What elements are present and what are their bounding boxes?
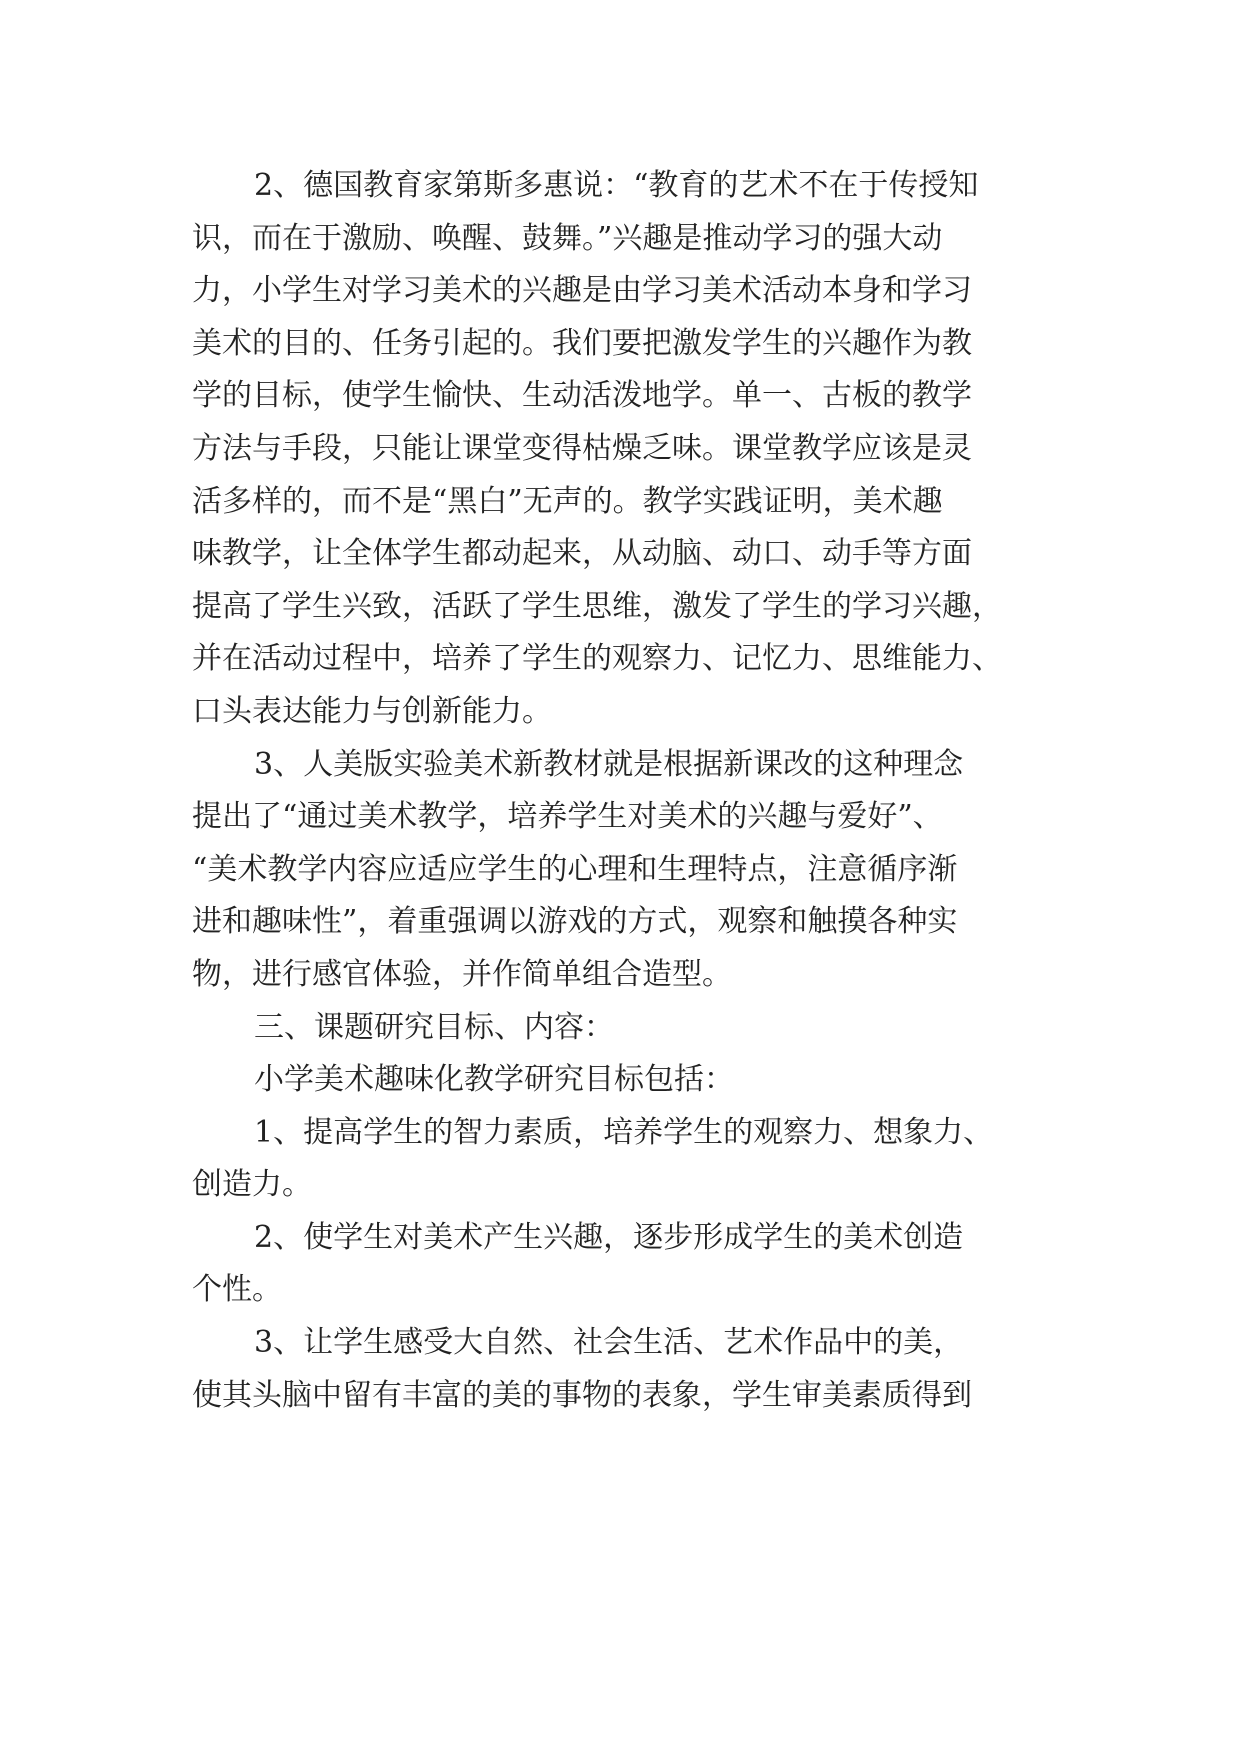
text-line: 2、德国教育家第斯多惠说：“教育的艺术不在于传授知: [254, 168, 979, 203]
text-line: 个性。: [192, 1272, 282, 1308]
text-line: 1、提高学生的智力素质，培养学生的观察力、想象力、: [254, 1114, 994, 1150]
text-line: 2、使学生对美术产生兴趣，逐步形成学生的美术创造: [254, 1219, 964, 1255]
text-line: 识，而在于激励、唤醒、鼓舞。”兴趣是推动学习的强大动: [192, 220, 943, 256]
text-line: “美术教学内容应适应学生的心理和生理特点，注意循序渐: [192, 851, 958, 887]
text-line: 味教学，让全体学生都动起来，从动脑、动口、动手等方面: [192, 536, 972, 572]
text-line: 力，小学生对学习美术的兴趣是由学习美术活动本身和学习: [192, 273, 972, 309]
text-line: 并在活动过程中，培养了学生的观察力、记忆力、思维能力、: [192, 641, 1002, 677]
text-line: 小学美术趣味化教学研究目标包括：: [254, 1062, 734, 1098]
text-line: 使其头脑中留有丰富的美的事物的表象，学生审美素质得到: [192, 1377, 972, 1413]
text-line: 物，进行感官体验，并作简单组合造型。: [192, 956, 732, 992]
text-line: 3、人美版实验美术新教材就是根据新课改的这种理念: [254, 746, 964, 782]
text-line: 口头表达能力与创新能力。: [192, 693, 552, 729]
text-line: 活多样的，而不是“黑白”无声的。教学实践证明，美术趣: [192, 483, 943, 519]
text-line: 提高了学生兴致，活跃了学生思维，激发了学生的学习兴趣，: [192, 588, 1002, 624]
text-line: 创造力。: [192, 1167, 312, 1203]
text-line: 方法与手段，只能让课堂变得枯燥乏味。课堂教学应该是灵: [192, 430, 972, 466]
text-line: 提出了“通过美术教学，培养学生对美术的兴趣与爱好”、: [192, 799, 943, 835]
body-text: [192, 160, 1062, 1422]
text-line: 进和趣味性”，着重强调以游戏的方式，观察和触摸各种实: [192, 904, 958, 940]
text-line: 三、课题研究目标、内容：: [254, 1009, 614, 1045]
text-line: 3、让学生感受大自然、社会生活、艺术作品中的美，: [254, 1325, 964, 1361]
text-line: 美术的目的、任务引起的。我们要把激发学生的兴趣作为教: [192, 325, 972, 361]
text-line: 学的目标，使学生愉快、生动活泼地学。单一、古板的教学: [192, 378, 972, 414]
